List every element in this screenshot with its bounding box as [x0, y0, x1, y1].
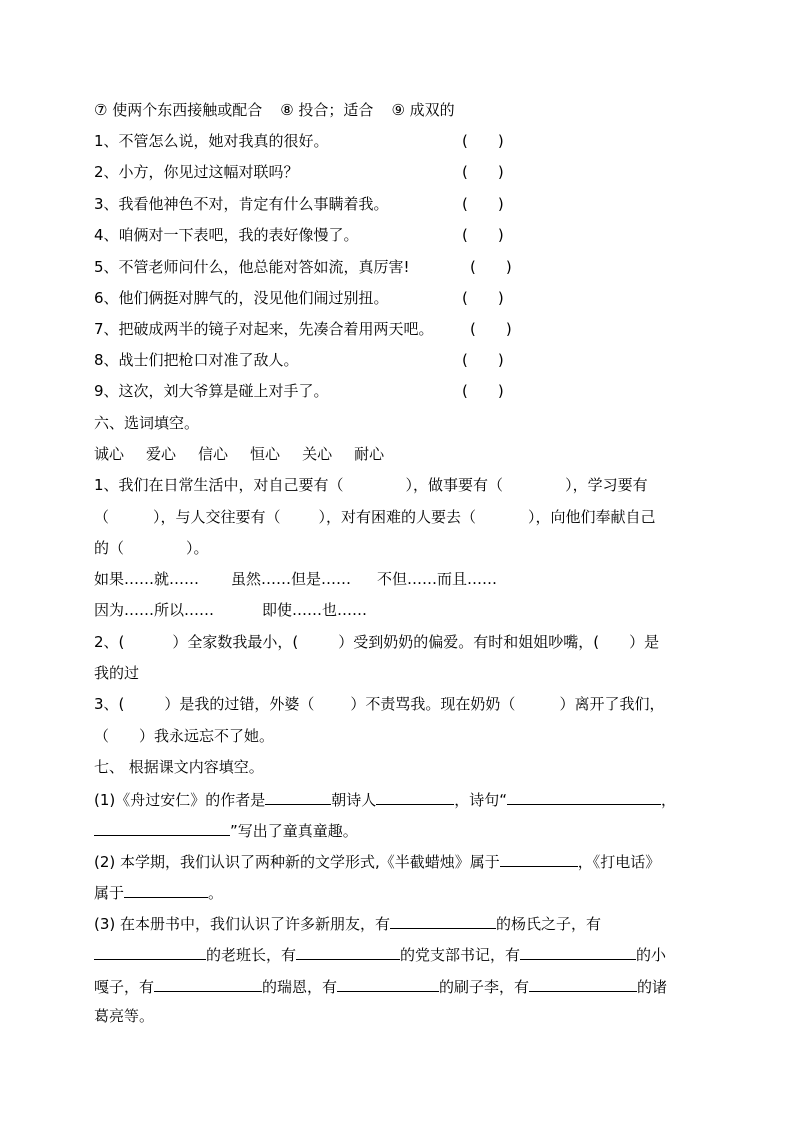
underline-blank[interactable] [376, 788, 454, 805]
word-option: 诚心 [94, 445, 125, 463]
s7-q2-line-2: 属于 。 [94, 881, 223, 903]
meanings-line [94, 100, 455, 120]
q5-item-9: 9、这次，刘大爷算是碰上对手了。 ( ) [94, 382, 504, 400]
conjunction-option: 虽然……但是…… [231, 570, 352, 588]
s6-q3-line-2: （ ）我永远忘不了她。 [94, 727, 275, 745]
conjunction-option: 因为……所以…… [94, 601, 215, 619]
s6-q3-line-1: 3、( ）是我的过错，外婆（ ）不责骂我。现在奶奶（ ）离开了我们， [94, 695, 665, 713]
underline-blank[interactable] [529, 975, 637, 992]
underline-blank[interactable] [94, 943, 206, 960]
q5-item-6: 6、他们俩挺对脾气的，没见他们闹过别扭。 ( ) [94, 289, 504, 307]
underline-blank[interactable] [520, 943, 636, 960]
answer-paren[interactable]: ( ) [462, 195, 504, 213]
s7-q3-line-1: (3) 在本册书中，我们认识了许多新朋友，有 的杨氏之子，有 [94, 912, 601, 934]
s6-q1-line-2: （ ），与人交往要有（ ），对有困难的人要去（ ），向他们奉献自己 [94, 508, 656, 526]
q5-item-4: 4、咱俩对一下表吧，我的表好像慢了。 ( ) [94, 226, 504, 244]
s6-q2-line-2: 我的过 [94, 664, 140, 682]
q5-item-2: 2、小方，你见过这幅对联吗？ ( ) [94, 163, 504, 181]
underline-blank[interactable] [390, 912, 496, 929]
underline-blank[interactable] [507, 788, 661, 805]
conjunction-row-1 [94, 569, 497, 589]
underline-blank[interactable] [337, 975, 439, 992]
answer-paren[interactable]: ( ) [470, 258, 512, 276]
answer-paren[interactable]: ( ) [462, 382, 504, 400]
conjunction-option: 如果……就…… [94, 570, 200, 588]
q5-item-1: 1、不管怎么说，她对我真的很好。 ( ) [94, 132, 504, 150]
s7-q3-line-3: 嘎子，有 的瑞恩，有 的刷子李，有 的诸 [94, 975, 667, 997]
word-option: 恒心 [250, 445, 281, 463]
underline-blank[interactable] [124, 881, 208, 898]
section-7-title: 七、 根据课文内容填空。 [94, 758, 264, 776]
s6-q1-line-1: 1、我们在日常生活中，对自己要有（ ），做事要有（ ），学习要有 [94, 476, 648, 494]
answer-paren[interactable]: ( ) [462, 226, 504, 244]
s7-q1-line-1: (1)《舟过安仁》的作者是 朝诗人 ，诗句“ ， [94, 788, 676, 810]
answer-paren[interactable]: ( ) [462, 351, 504, 369]
answer-paren[interactable]: ( ) [462, 289, 504, 307]
word-option: 信心 [198, 445, 229, 463]
s7-q1-line-2: ”写出了童真童趣。 [94, 819, 358, 841]
underline-blank[interactable] [265, 788, 331, 805]
answer-paren[interactable]: ( ) [462, 132, 504, 150]
s7-q3-line-2: 的老班长，有 的党支部书记，有 的小 [94, 943, 666, 965]
conjunction-option: 即使……也…… [262, 601, 368, 619]
conjunction-row-2 [94, 600, 367, 620]
underline-blank[interactable] [154, 975, 262, 992]
q5-item-5: 5、不管老师问什么，他总能对答如流，真厉害! ( ) [94, 258, 512, 276]
word-option: 爱心 [146, 445, 177, 463]
s6-q2-line-1: 2、( ）全家数我最小，( ）受到奶奶的偏爱。有时和姐姐吵嘴，( ）是 [94, 633, 660, 651]
word-bank [94, 444, 384, 464]
s7-q3-line-4: 葛亮等。 [94, 1007, 155, 1025]
s7-q2-line-1: (2) 本学期，我们认识了两种新的文学形式,《半截蜡烛》属于 ，《打电话》 [94, 850, 660, 872]
q5-item-7: 7、把破成两半的镜子对起来，先凑合着用两天吧。 ( ) [94, 320, 512, 338]
s6-q1-line-3: 的（ ）。 [94, 539, 209, 557]
meaning-7: ⑦ 使两个东西接触或配合 [94, 101, 263, 119]
answer-paren[interactable]: ( ) [470, 320, 512, 338]
underline-blank[interactable] [94, 819, 230, 836]
answer-paren[interactable]: ( ) [462, 163, 504, 181]
meaning-8: ⑧ 投合；适合 [280, 101, 374, 119]
q5-item-8: 8、战士们把枪口对准了敌人。 ( ) [94, 351, 504, 369]
q5-item-3: 3、我看他神色不对，肯定有什么事瞒着我。 ( ) [94, 195, 504, 213]
meaning-9: ⑨ 成双的 [391, 101, 455, 119]
word-option: 耐心 [354, 445, 385, 463]
underline-blank[interactable] [296, 943, 400, 960]
underline-blank[interactable] [500, 850, 578, 867]
conjunction-option: 不但……而且…… [377, 570, 498, 588]
section-6-title: 六、选词填空。 [94, 414, 200, 432]
word-option: 关心 [302, 445, 333, 463]
